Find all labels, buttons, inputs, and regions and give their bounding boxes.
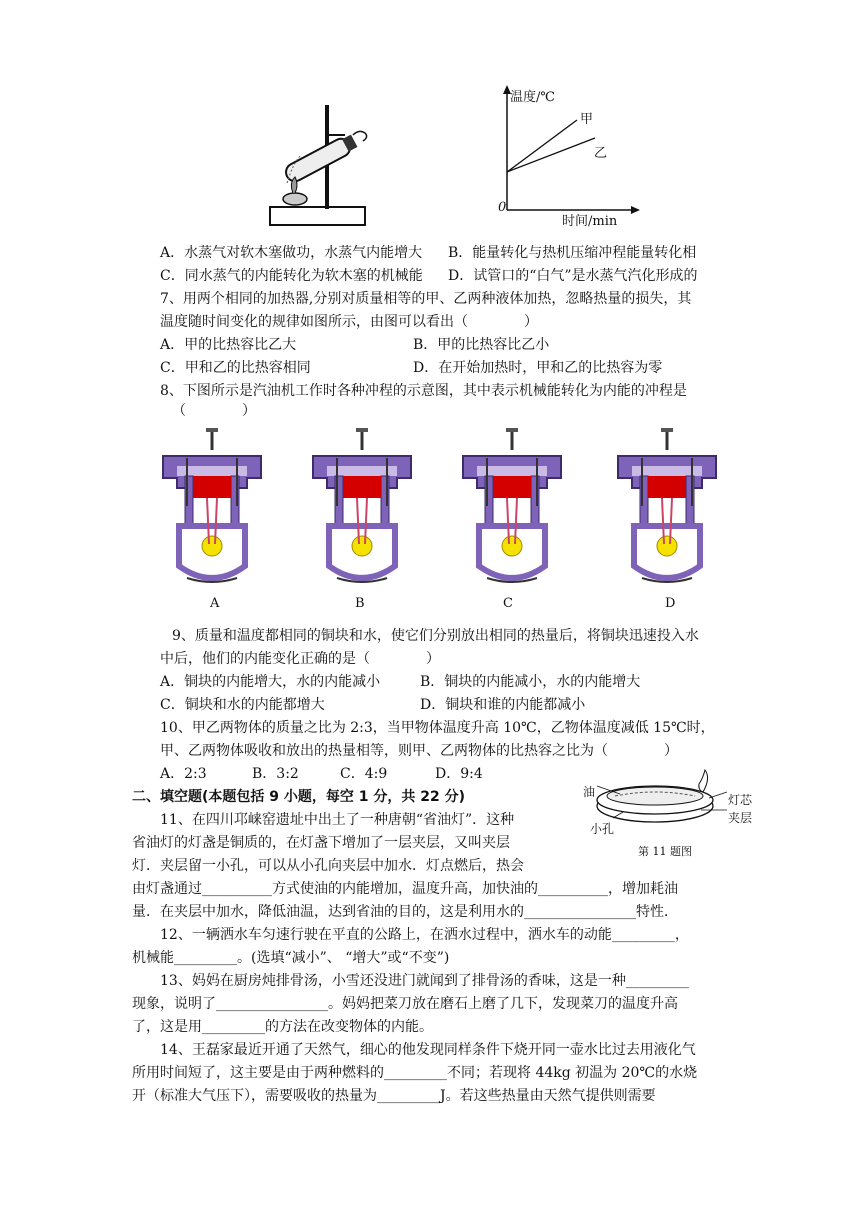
q9-text-line2: 中后，他们的内能变化正确的是（ ） (160, 651, 440, 667)
engine-stroke-diagrams (155, 428, 715, 593)
q8-label-a: A (210, 596, 220, 611)
q7-option-b: B．甲的比热容比乙小 (413, 337, 550, 353)
q14-text-line3: 开（标准大气压下），需要吸收的热量为_________J。若这些热量由天然气提供则需要 (132, 1088, 656, 1104)
test-tube-apparatus-figure (265, 95, 375, 230)
q11-text-line2: 省油灯的灯盏是铜质的，在灯盏下增加了一层夹层，又叫夹层 (132, 835, 510, 851)
q14-text-line2: 所用时间短了，这主要是由于两种燃料的_________不同；若现将 44kg 初温为 20℃的水烧 (132, 1065, 698, 1081)
q8-label-c: C (503, 596, 513, 611)
q9-option-d: D．铜块和谁的内能都减小 (420, 697, 586, 713)
graph-line-jia-label: 甲 (580, 112, 594, 127)
lamp-label-layer: 夹层 (728, 811, 753, 825)
q11-text-line5: 量．在夹层中加水，降低油温，达到省油的目的，这是利用水的________________特性． (132, 904, 678, 920)
q6-option-a: A．水蒸气对软木塞做功，水蒸气内能增大 (160, 245, 423, 261)
q10-option-b: B．3:2 (252, 766, 299, 782)
q8-label-b: B (355, 596, 365, 611)
q6-option-d: D．试管口的“白气”是水蒸气汽化形成的 (448, 268, 698, 284)
q13-text-line2: 现象，说明了________________。妈妈把菜刀放在磨石上磨了几下，发现菜刀的温度升高 (132, 996, 678, 1012)
q8-label-d: D (665, 596, 676, 611)
q10-text-line2: 甲、乙两物体吸收和放出的热量相等，则甲、乙两物体的比热容之比为（ ） (160, 743, 678, 759)
lamp-label-oil: 油 (583, 785, 596, 799)
q11-text-line3: 灯．夹层留一小孔，可以从小孔向夹层中加水．灯点燃后，热会 (132, 858, 524, 874)
q8-text-line2: （ ） (172, 403, 256, 419)
q6-option-c: C．同水蒸气的内能转化为软木塞的机械能 (160, 268, 423, 284)
q12-text-line2: 机械能_________。(选填“减小”、 “增大”或“不变”) (132, 950, 450, 966)
graph-y-label: 温度/℃ (510, 90, 555, 105)
graph-origin-label: 0 (498, 200, 507, 215)
q9-option-c: C．铜块和水的内能都增大 (160, 697, 325, 713)
q9-option-b: B．铜块的内能减小，水的内能增大 (420, 674, 641, 690)
q8-text-line1: 8、下图所示是汽油机工作时各种冲程的示意图，其中表示机械能转化为内能的冲程是 (160, 383, 687, 399)
q10-option-d: D．9:4 (435, 766, 483, 782)
q6-option-b: B．能量转化与热机压缩冲程能量转化相 (448, 245, 697, 261)
q10-text-line1: 10、甲乙两物体的质量之比为 2:3，当甲物体温度升高 10℃，乙物体温度减低 15℃时， (160, 720, 715, 736)
section-2-heading: 二、填空题(本题包括 9 小题，每空 1 分，共 22 分) (132, 789, 466, 805)
q10-option-a: A．2:3 (160, 766, 207, 782)
q14-text-line1: 14、王磊家最近开通了天然气，细心的他发现同样条件下烧开同一壶水比过去用液化气 (160, 1042, 696, 1058)
lamp-caption: 第 11 题图 (638, 845, 692, 858)
q12-text-line1: 12、一辆洒水车匀速行驶在平直的公路上，在洒水过程中，洒水车的动能_________， (160, 927, 689, 943)
q11-text-line4: 由灯盏通过__________方式使油的内能增加，温度升高，加快油的__________，增加耗油 (132, 881, 678, 897)
q7-option-a: A．甲的比热容比乙大 (160, 337, 297, 353)
q7-option-c: C．甲和乙的比热容相同 (160, 360, 311, 376)
q13-text-line3: 了，这是用_________的方法在改变物体的内能。 (132, 1019, 433, 1035)
q7-text-line2: 温度随时间变化的规律如图所示，由图可以看出（ ） (160, 314, 538, 330)
q9-option-a: A．铜块的内能增大，水的内能减小 (160, 674, 381, 690)
lamp-label-hole: 小孔 (590, 822, 615, 836)
graph-x-label: 时间/min (562, 214, 618, 229)
q11-text-line1: 11、在四川邛崃窑遗址中出土了一种唐朝“省油灯”．这种 (160, 812, 515, 828)
q9-text-line1: 9、质量和温度都相同的铜块和水，使它们分别放出相同的热量后，将铜块迅速投入水 (172, 628, 699, 644)
q7-option-d: D．在开始加热时，甲和乙的比热容为零 (413, 360, 663, 376)
q10-option-c: C．4:9 (340, 766, 388, 782)
q7-text-line1: 7、用两个相同的加热器,分别对质量相等的甲、乙两种液体加热，忽略热量的损失，其 (160, 291, 692, 307)
graph-line-yi-label: 乙 (594, 146, 608, 161)
lamp-label-wick: 灯芯 (728, 793, 753, 807)
q13-text-line1: 13、妈妈在厨房炖排骨汤，小雪还没进门就闻到了排骨汤的香味，这是一种_________ (160, 973, 689, 989)
